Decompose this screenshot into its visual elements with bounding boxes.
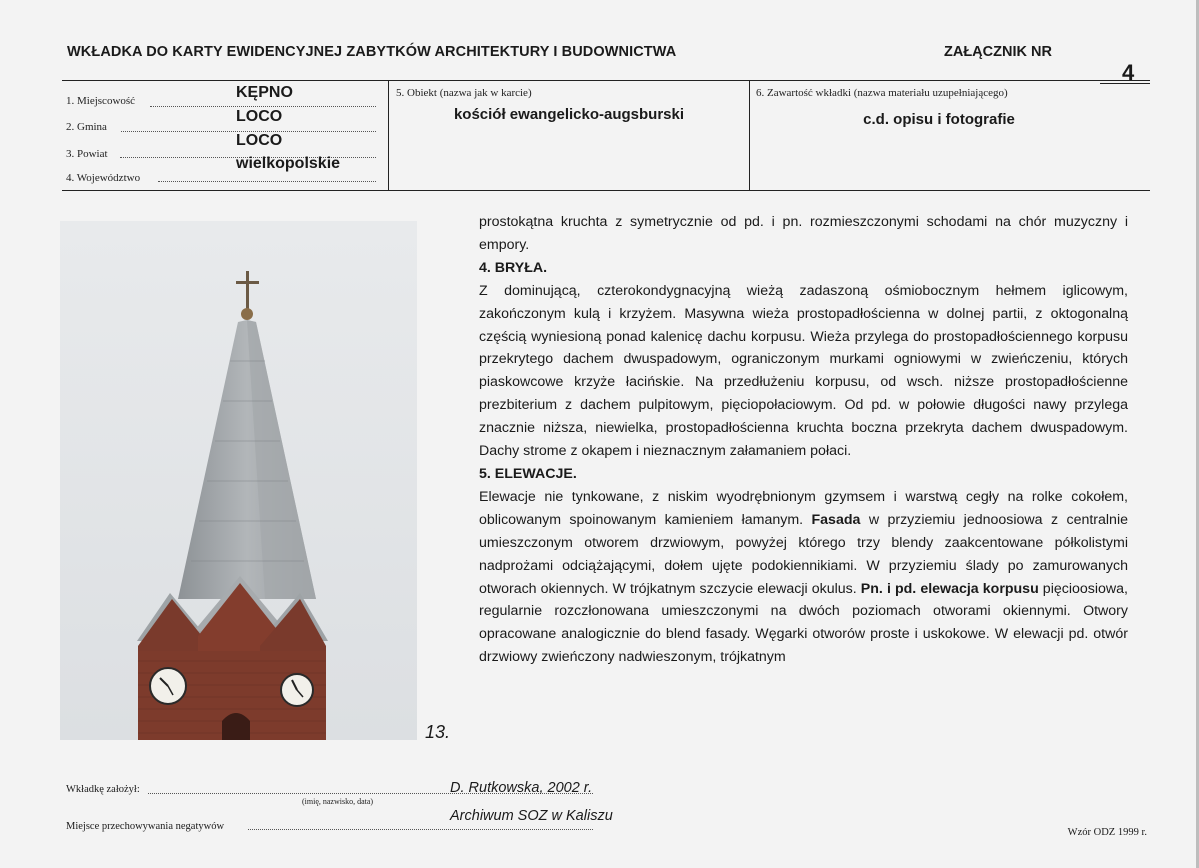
zalozyl-value: D. Rutkowska, 2002 r. bbox=[450, 780, 593, 796]
form-version: Wzór ODZ 1999 r. bbox=[1067, 827, 1147, 838]
contents-label: 6. Zawartość wkładki (nazwa materiału uzupełniającego) bbox=[756, 87, 1008, 99]
attachment-number: 4 bbox=[1122, 60, 1135, 85]
form-divider-1 bbox=[388, 80, 389, 190]
section-heading-bryla: 4. BRYŁA. bbox=[479, 259, 548, 276]
miejscowosc-label: 1. Miejscowość bbox=[66, 95, 136, 107]
wojewodztwo-dotline bbox=[158, 181, 376, 182]
powiat-label: 3. Powiat bbox=[66, 148, 108, 160]
description-text bbox=[479, 211, 1128, 669]
zalozyl-label: Wkładkę założył: bbox=[66, 784, 140, 795]
object-value: kościół ewangelicko-augsburski bbox=[453, 106, 685, 123]
gmina-label: 2. Gmina bbox=[66, 121, 107, 133]
form-bottom-rule bbox=[62, 190, 1150, 191]
bold-run-elewacja: Pn. i pd. elewacja korpusu bbox=[860, 580, 1039, 597]
paragraph-bryla: Z dominującą, czterokondygnacyjną wieżą zadaszoną ośmiobocznym hełmem iglicowym, zakończonym kulą i krzyżem. Masywna wieża prostopadłościenna w dolnej partii, z oktogonalną częścią wyniesioną ponad kalenicę dachu korpusu. Wieża przylega do prostopadłościennego korpusu przekrytego dachem dwuspadowym, ograniczonym murkami ogniowymi w zwieńczeniu, których piaskowcowe krzyże łacińskie. Na przedłużeniu korpusu, od wsch. niższe prostopadłościenne prezbiterium z dachem pulpitowym, pięciopołaciowym. Od pd. w połowie długości nawy przylega znacznie niższa, niewielka, prostopadłościenna kruchta boczna przekryta dachem dwuspadowym. Dachy strome z okapem i nieznacznym załamaniem połaci. bbox=[479, 282, 1128, 460]
document-title: WKŁADKA DO KARTY EWIDENCYJNEJ ZABYTKÓW ARCHITEKTURY I BUDOWNICTWA bbox=[67, 44, 677, 60]
miejscowosc-value: KĘPNO bbox=[236, 84, 293, 101]
text-run: Elewacje nie tynkowane, z niskim wyodrębnionym gzymsem i warstwą cegły na rolke cokołem, oblicowanym spoinowanym kamieniem łamanym. bbox=[479, 488, 1128, 528]
miejscowosc-dotline bbox=[150, 106, 376, 107]
form-top-rule bbox=[62, 80, 1150, 81]
paragraph-elewacje bbox=[479, 486, 1128, 669]
contents-value: c.d. opisu i fotografie bbox=[863, 111, 1015, 128]
text-run: pięcioosiowa, regularnie rozczłonowana umieszczonymi na dwóch poziomach otworami okiennymi. Otwory opracowane analogicznie do blend fasady. Węgarki otworów proste i uskokowe. W elewacji pd. otwór drzwiowy zwieńczony nadwieszonym, trójkatnym bbox=[479, 580, 1128, 666]
negatyw-value: Archiwum SOZ w Kaliszu bbox=[450, 808, 613, 824]
text-run: w przyziemiu jednoosiowa z centralnie umieszczonym otworem drzwiowym, powyżej którego trzy blendy zaakcentowane półkolistymi nadprożami odciążającymi, dołem ujęte podokiennikiami. W przyziemiu ślady po zamurowanych otworach okiennych. W trójkatnym szczycie elewacji okulus. bbox=[479, 511, 1128, 597]
name-hint: (imię, nazwisko, data) bbox=[302, 797, 374, 806]
photo-number: 13. bbox=[425, 722, 451, 742]
powiat-value: LOCO bbox=[236, 132, 283, 149]
object-label: 5. Obiekt (nazwa jak w karcie) bbox=[396, 87, 532, 99]
attachment-number-underline bbox=[1100, 83, 1150, 84]
wojewodztwo-value: wielkopolskie bbox=[236, 155, 341, 172]
gmina-value: LOCO bbox=[236, 108, 283, 125]
church-tower-photo bbox=[60, 221, 417, 740]
negatyw-dotline bbox=[248, 829, 593, 830]
wojewodztwo-label: 4. Województwo bbox=[66, 172, 141, 184]
form-divider-2 bbox=[749, 80, 750, 190]
negatyw-label: Miejsce przechowywania negatywów bbox=[66, 821, 225, 832]
attachment-label: ZAŁĄCZNIK NR bbox=[944, 44, 1052, 60]
bold-run-fasada: Fasada bbox=[811, 511, 861, 528]
paragraph-continuation: prostokątna kruchta z symetrycznie od pd. i pn. rozmieszczonymi schodami na chór muzyczny i empory. bbox=[479, 214, 1128, 253]
section-heading-elewacje: 5. ELEWACJE. bbox=[479, 465, 577, 482]
